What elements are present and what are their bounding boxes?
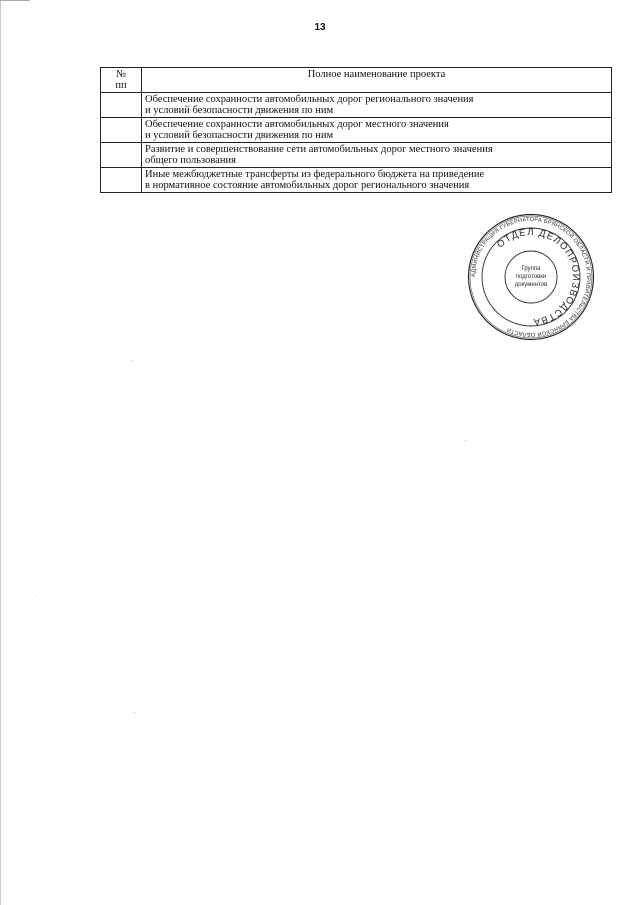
scan-speck <box>134 712 135 713</box>
project-name-line: общего пользования <box>145 155 236 166</box>
project-name-line: и условий безопасности движения по ним <box>145 105 334 116</box>
scan-edge <box>0 0 1 905</box>
project-name-cell <box>142 93 612 118</box>
row-number-cell <box>101 143 142 168</box>
scan-top-mark <box>0 0 30 1</box>
projects-table <box>100 67 612 193</box>
row-number-cell <box>101 168 142 193</box>
row-number-cell <box>101 118 142 143</box>
column-header-number <box>101 68 142 93</box>
project-name-cell <box>142 118 612 143</box>
stamp-outer-text: АДМИНИСТРАЦИЯ ГУБЕРНАТОРА БРЯНСКОЙ ОБЛАСТИ И ПРАВИТЕЛЬСТВА БРЯНСКОЙ ОБЛАСТИ <box>470 216 592 338</box>
scan-speck <box>132 360 133 361</box>
project-name-cell <box>142 143 612 168</box>
table-row <box>101 93 612 118</box>
project-name-line: и условий безопасности движения по ним <box>145 130 334 141</box>
table-row <box>101 143 612 168</box>
scan-speck <box>36 596 37 597</box>
scan-speck <box>465 440 466 441</box>
page-number: 13 <box>314 22 326 33</box>
project-name-line: Развитие и совершенствование сети автомобильных дорог местного значения <box>145 144 493 155</box>
table-row <box>101 118 612 143</box>
header-number-abbr: пп <box>115 80 127 91</box>
office-stamp <box>467 213 595 341</box>
stamp-center-line: подготовки <box>515 274 547 280</box>
header-number-symbol: № <box>115 69 127 80</box>
project-name-line: Иные межбюджетные трансферты из федерального бюджета на приведение <box>145 169 485 180</box>
project-name-line: в нормативное состояние автомобильных дорог регионального значения <box>145 180 470 191</box>
project-name-line: Обеспечение сохранности автомобильных дорог регионального значения <box>145 94 474 105</box>
project-name-line: Обеспечение сохранности автомобильных дорог местного значения <box>145 119 449 130</box>
stamp-middle-text: ОТДЕЛ ДЕЛОПРОИЗВОДСТВА <box>495 226 582 328</box>
column-header-project-name: Полное наименование проекта <box>142 68 612 93</box>
table-header-row <box>101 68 612 93</box>
project-name-cell <box>142 168 612 193</box>
stamp-center-line: Группа <box>521 266 541 272</box>
stamp-center-line: документов <box>514 282 548 288</box>
row-number-cell <box>101 93 142 118</box>
table-row <box>101 168 612 193</box>
